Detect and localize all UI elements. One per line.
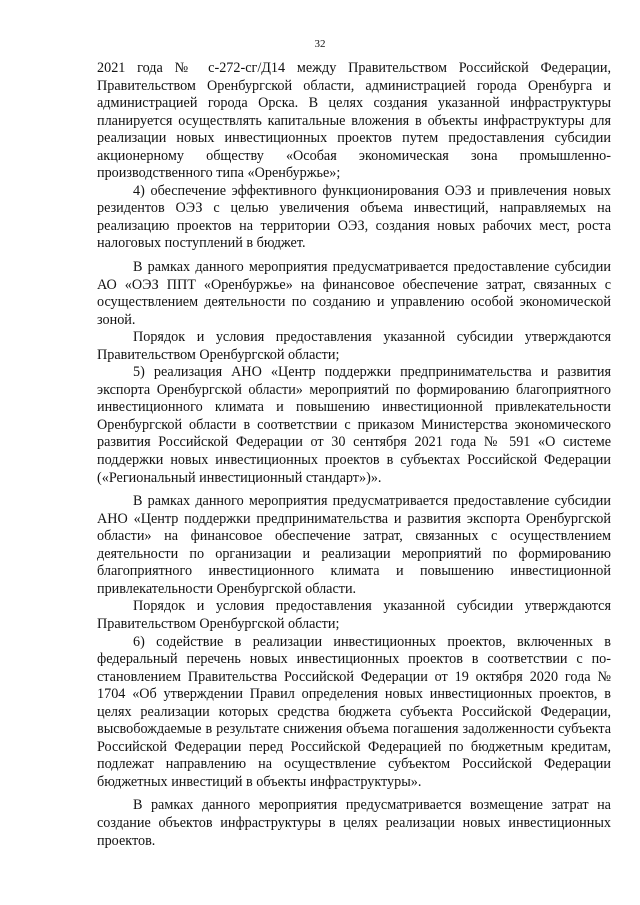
paragraph-4: Порядок и условия предоставления указанной субсидии утверждаются Правительством Оренбургской области; [97,329,611,363]
paragraph-6: В рамках данного мероприятия предусматривается предоставление субсидии АНО «Центр поддержки предпринимательства и развития экспорта Оренбургской области» на финансовое обеспечение затрат, связанных с осуществлением деятельности по организации и реализации мероприятий по формированию благоприятного инвестиционного климата и повышению инвестиционной привлекательности Оренбургской области. [97,493,611,597]
paragraph-3: В рамках данного мероприятия предусматривается предоставление субсидии АО «ОЭЗ ППТ «Оренбуржье» на финансовое обеспечение затрат, связанных с осуществлением деятельности по созданию и управлению особой экономической зоной. [97,259,611,328]
paragraph-2: 4) обеспечение эффективного функционирования ОЭЗ и привлечения новых резидентов ОЭЗ с целью увеличения объема инвестиций, направляемых на реализацию проектов на территории ОЭЗ, создания новых рабочих мест, роста налоговых поступлений в бюджет. [97,182,611,252]
paragraph-8: 6) содействие в реализации инвестиционных проектов, включенных в федеральный перечень новых инвестиционных проектов в соответствии с постановлением Правительства Российской Федерации от 19 октября 2020 года № 1704 «Об утверждении Правил определения новых инвестиционных проектов, в целях реализации которых средства бюджета субъекта Российской Федерации, высвобождаемые в результате снижения объема погашения задолженности субъекта Российской Федерации перед Российской Федерацией по бюджетным кредитам, подлежат направлению на осуществление субъектом Российской Федерации бюджетных инвестиций в объекты инфраструктуры». [97,633,611,790]
paragraph-9: В рамках данного мероприятия предусматривается возмещение затрат на создание объектов инфраструктуры в целях реализации новых инвестиционных проектов. [97,797,611,849]
paragraph-5: 5) реализация АНО «Центр поддержки предпринимательства и развития экспорта Оренбургской области» мероприятий по формированию благоприятного инвестиционного климата и повышению инвестиционной привлекательности Оренбургской области в соответствии с приказом Министерства экономического развития Российской Федерации от 30 сентября 2021 года № 591 «О системе поддержки новых инвестиционных проектов в субъектах Российской Федерации («Региональный инвестиционный стандарт»)». [97,364,611,486]
document-body [97,60,611,850]
paragraph-7: Порядок и условия предоставления указанной субсидии утверждаются Правительством Оренбургской области; [97,598,611,632]
page-number: 32 [314,38,326,50]
paragraph-1: 2021 года № с-272-сг/Д14 между Правительством Российской Федерации, Правительством Оренбургской области, администрацией города Оренбурга и администрацией города Орска. В целях создания указанной инфраструктуры планируется осуществлять капитальные вложения в объекты инфраструктуры для реализации новых инвестиционных проектов путем предоставления субсидии акционерному обществу «Особая экономическая зона промышленно-производственного типа «Оренбуржье»; [97,60,611,182]
